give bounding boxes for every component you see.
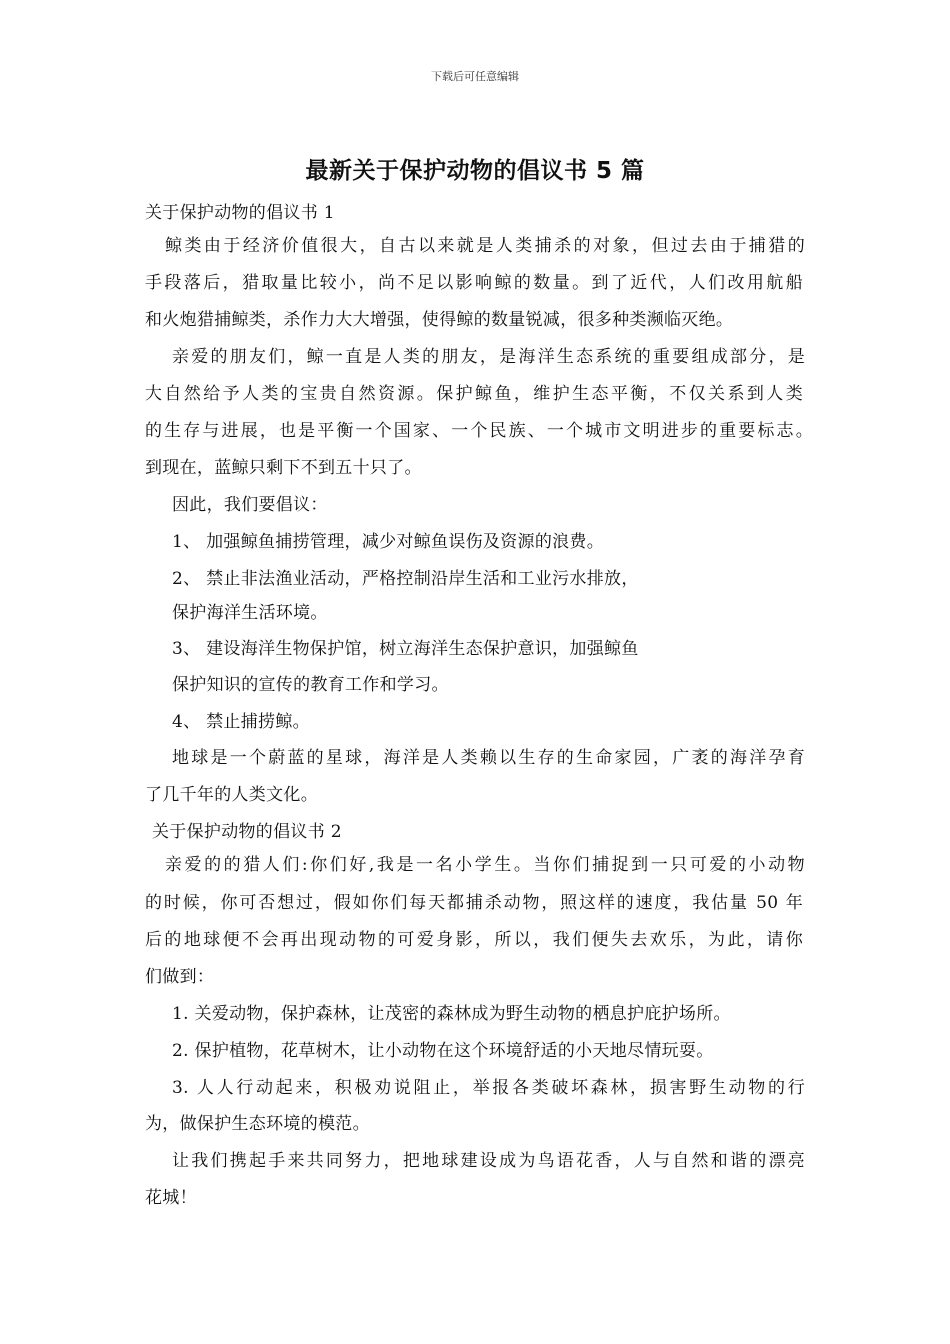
list-item-continued: 保护海洋生活环境。: [172, 603, 328, 623]
paragraph-line: 鲸类由于经济价值很大，自古以来就是人类捕杀的对象，但过去由于捕猎的: [165, 236, 805, 256]
paragraph-line: 手段落后，猎取量比较小，尚不足以影响鲸的数量。到了近代，人们改用航船: [145, 273, 803, 293]
paragraph-line: 的时候，你可否想过，假如你们每天都捕杀动物，照这样的速度，我估量 50 年: [145, 893, 803, 913]
paragraph-line: 花城！: [145, 1188, 197, 1208]
paragraph-line: 了几千年的人类文化。: [145, 785, 318, 805]
document-title: 最新关于保护动物的倡议书 5 篇: [305, 158, 645, 184]
paragraph-line: 大自然给予人类的宝贵自然资源。保护鲸鱼，维护生态平衡，不仅关系到人类: [145, 384, 803, 404]
section-heading-1: 关于保护动物的倡议书 1: [145, 203, 335, 223]
paragraph-line: 因此，我们要倡议：: [172, 495, 328, 515]
paragraph-line: 后的地球便不会再出现动物的可爱身影，所以，我们便失去欢乐，为此，请你: [145, 930, 803, 950]
list-item-continued: 为，做保护生态环境的模范。: [145, 1114, 370, 1134]
list-item-continued: 保护知识的宣传的教育工作和学习。: [172, 675, 449, 695]
paragraph-line: 的生存与进展，也是平衡一个国家、一个民族、一个城市文明进步的重要标志。: [145, 421, 813, 441]
paragraph-line: 亲爱的的猎人们:你们好,我是一名小学生。当你们捕捉到一只可爱的小动物: [165, 855, 805, 875]
paragraph-line: 和火炮猎捕鲸类，杀作力大大增强，使得鲸的数量锐减，很多种类濒临灭绝。: [145, 310, 734, 330]
list-item: 3. 人人行动起来，积极劝说阻止，举报各类破坏森林，损害野生动物的行: [172, 1078, 805, 1098]
section-heading-2: 关于保护动物的倡议书 2: [152, 822, 342, 842]
list-item: 1. 关爱动物，保护森林，让茂密的森林成为野生动物的栖息护庇护场所。: [172, 1004, 731, 1024]
list-item: 2. 保护植物，花草树木，让小动物在这个环境舒适的小天地尽情玩耍。: [172, 1041, 714, 1061]
paragraph-line: 到现在，蓝鲸只剩下不到五十只了。: [145, 458, 422, 478]
paragraph-line: 们做到：: [145, 967, 215, 987]
list-item: 2、 禁止非法渔业活动，严格控制沿岸生活和工业污水排放，: [172, 569, 639, 589]
list-item: 1、 加强鲸鱼捕捞管理，减少对鲸鱼误伤及资源的浪费。: [172, 532, 605, 552]
paragraph-line: 亲爱的朋友们，鲸一直是人类的朋友，是海洋生态系统的重要组成部分，是: [172, 347, 805, 367]
list-item: 3、 建设海洋生物保护馆，树立海洋生态保护意识，加强鲸鱼: [172, 639, 639, 659]
paragraph-line: 地球是一个蔚蓝的星球，海洋是人类赖以生存的生命家园，广袤的海洋孕育: [172, 748, 805, 768]
paragraph-line: 让我们携起手来共同努力，把地球建设成为鸟语花香，人与自然和谐的漂亮: [172, 1151, 805, 1171]
page-header: 下载后可任意编辑: [431, 70, 519, 83]
list-item: 4、 禁止捕捞鲸。: [172, 712, 310, 732]
